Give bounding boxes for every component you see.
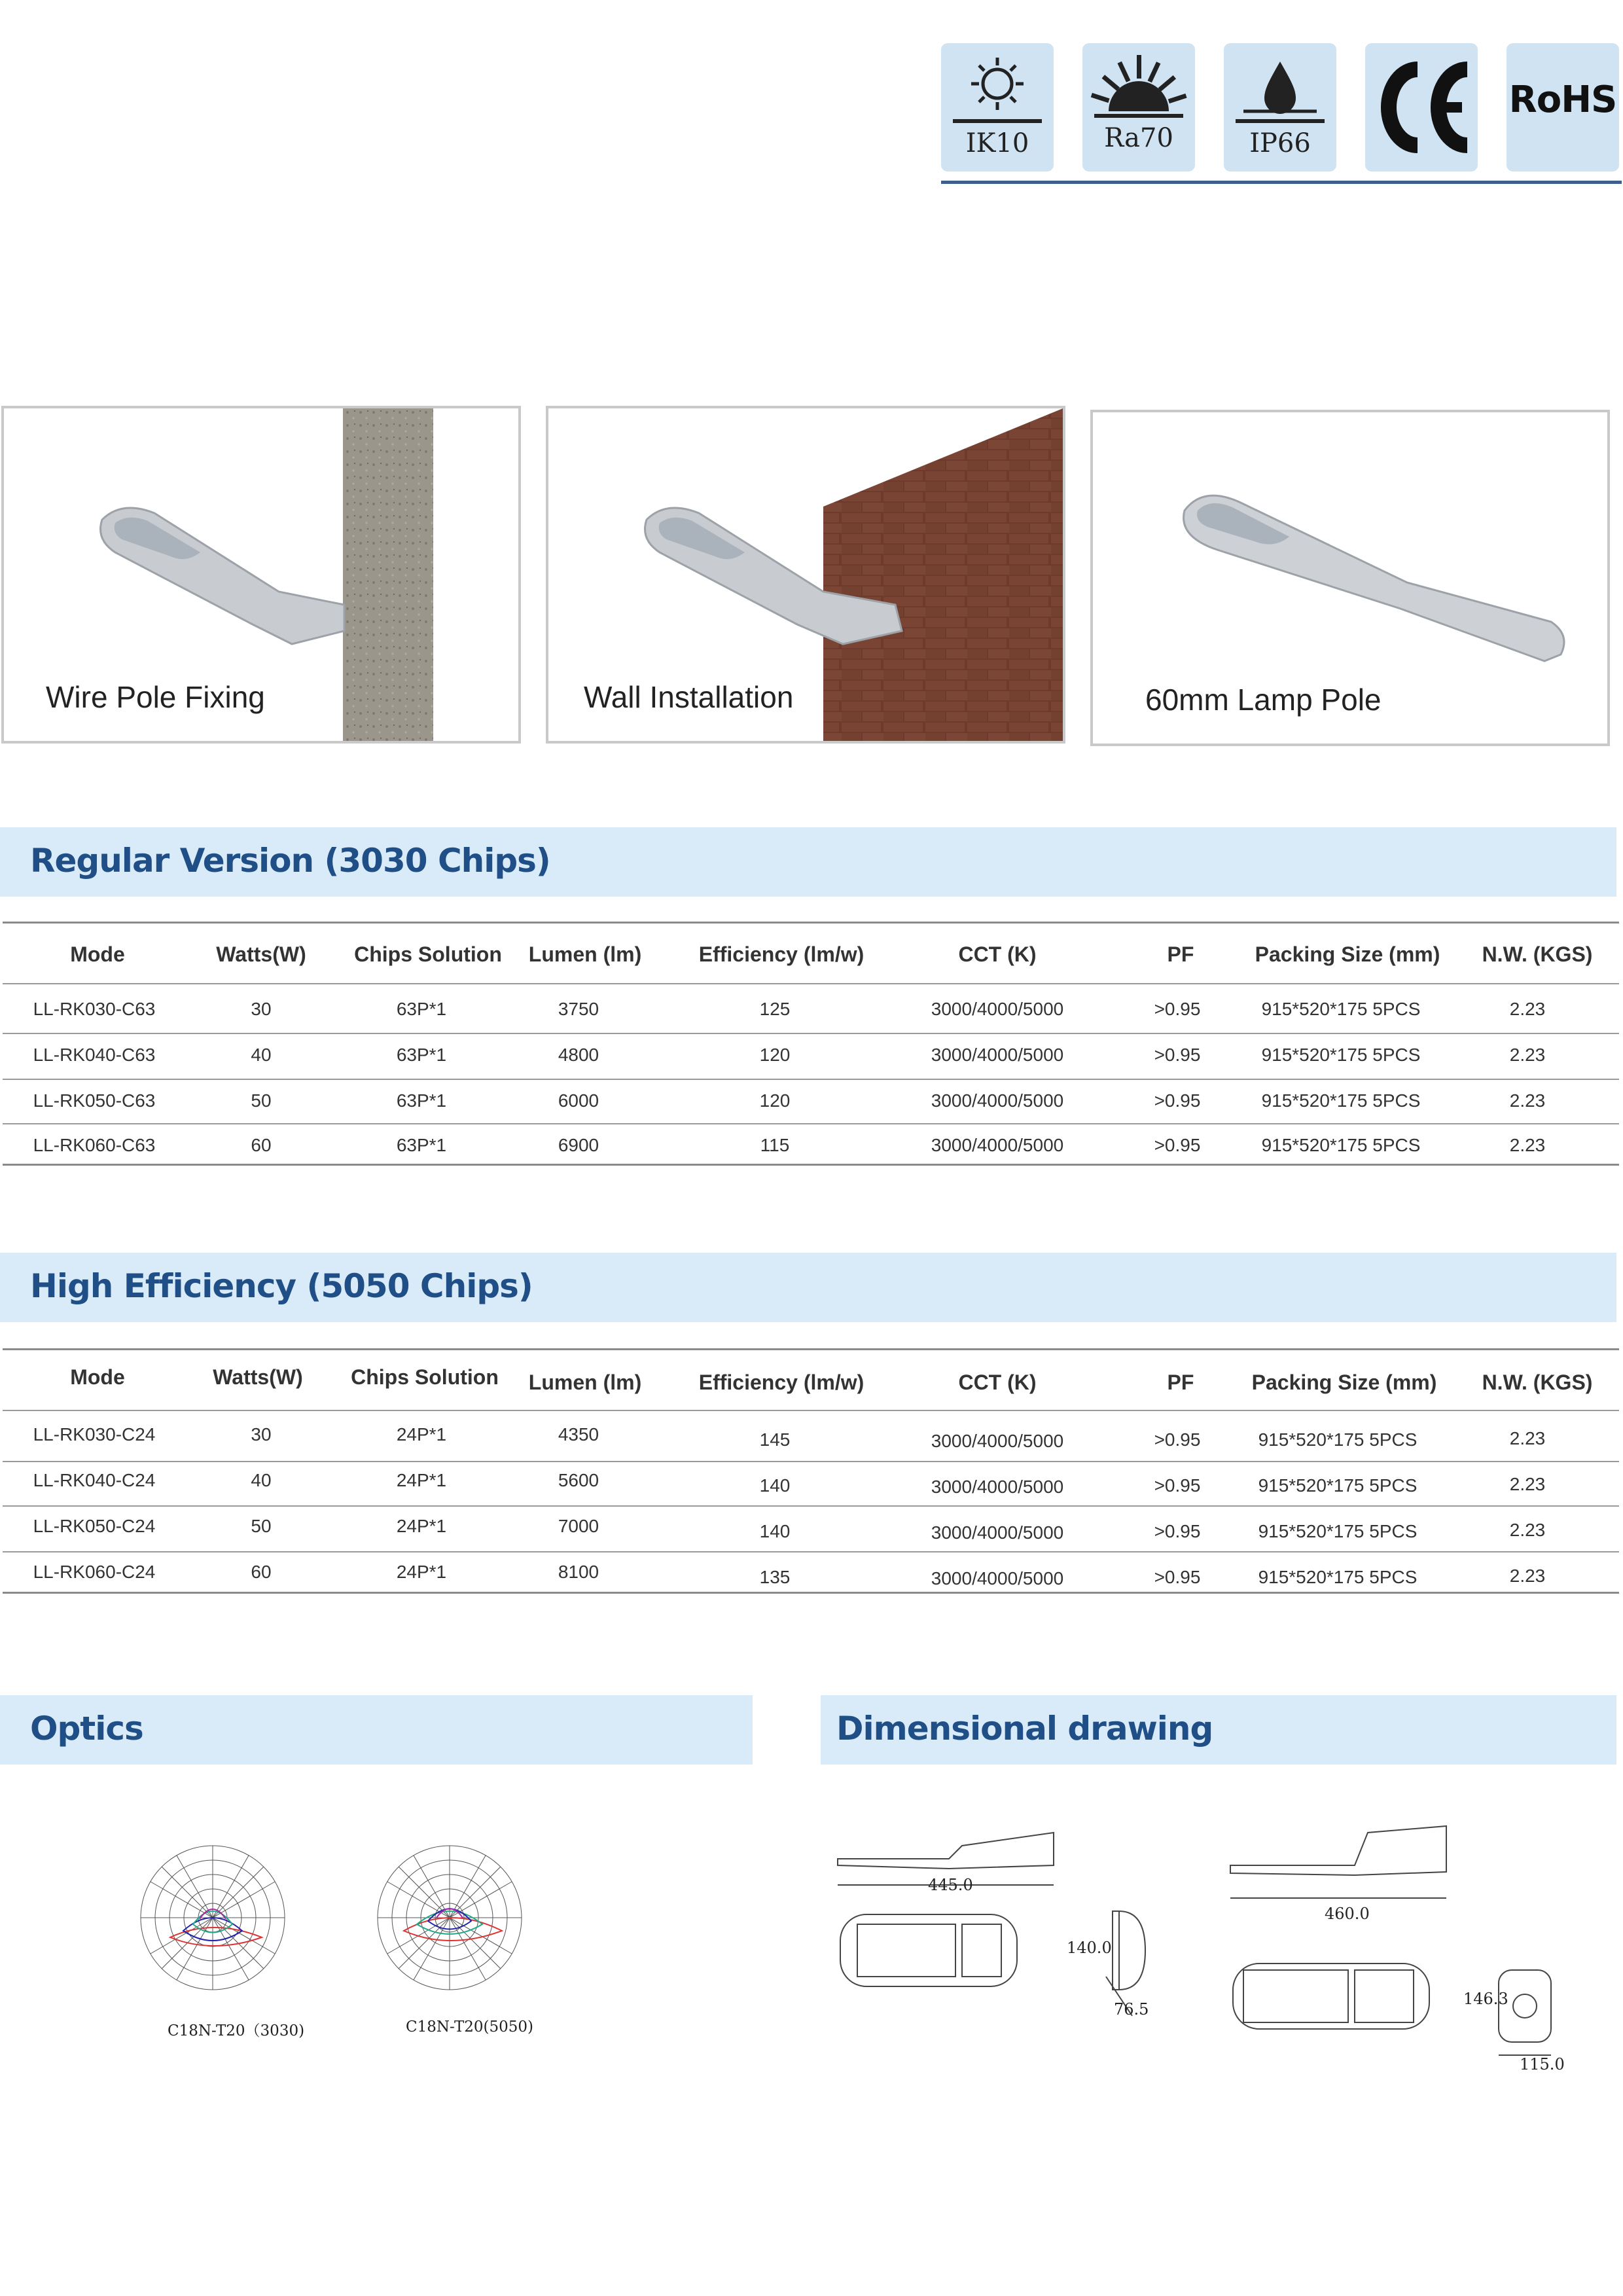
installation-label: Wire Pole Fixing (46, 680, 265, 714)
high-spec-table (3, 1348, 1619, 1597)
col-header: Lumen (lm) (528, 942, 642, 966)
col-header: N.W. (KGS) (1482, 1371, 1593, 1394)
rohs-badge (1507, 43, 1619, 171)
table-cell: 6900 (558, 1135, 599, 1155)
table-cell: 915*520*175 5PCS (1258, 1567, 1418, 1587)
table-cell: LL-RK030-C24 (33, 1424, 156, 1444)
dimension-drawing-b (1224, 1813, 1564, 2075)
col-header: Mode (70, 942, 125, 966)
table-cell: LL-RK060-C24 (33, 1562, 156, 1582)
table-rule (3, 1164, 1619, 1166)
table-cell: 40 (251, 1470, 272, 1490)
photo-wall (546, 406, 1065, 744)
table-cell: LL-RK060-C63 (33, 1135, 156, 1155)
table-cell: 915*520*175 5PCS (1261, 1045, 1421, 1065)
dimension-length: 445.0 (928, 1876, 973, 1894)
cert-label: Ra70 (1104, 123, 1173, 153)
table-cell: 2.23 (1509, 1090, 1546, 1111)
table-cell: >0.95 (1154, 1135, 1201, 1155)
table-cell: LL-RK050-C63 (33, 1090, 156, 1111)
divider (941, 181, 1622, 184)
table-cell: 2.23 (1509, 1520, 1546, 1540)
table-cell: 3000/4000/5000 (931, 1135, 1064, 1155)
table-cell: LL-RK040-C24 (33, 1470, 156, 1490)
table-cell: 5600 (558, 1470, 599, 1490)
table-cell: 63P*1 (396, 999, 447, 1019)
table-cell: 3000/4000/5000 (931, 999, 1064, 1019)
ra70-badge (1082, 43, 1195, 171)
table-cell: 3750 (558, 999, 599, 1019)
dimension-width: 146.3 (1463, 1990, 1508, 2008)
table-cell: 115 (760, 1135, 790, 1155)
table-cell: >0.95 (1154, 1090, 1201, 1111)
table-rule (3, 1505, 1619, 1507)
rohs-label: RoHS (1508, 79, 1617, 121)
table-cell: 63P*1 (396, 1135, 447, 1155)
drawing-section-header (821, 1695, 1616, 1765)
table-cell: 60 (251, 1562, 272, 1582)
col-header: PF (1167, 942, 1194, 966)
table-cell: 125 (759, 999, 791, 1019)
table-cell: 30 (251, 1424, 272, 1444)
table-cell: LL-RK050-C24 (33, 1516, 156, 1536)
table-cell: 915*520*175 5PCS (1258, 1475, 1418, 1496)
dimension-height: 115.0 (1520, 2055, 1565, 2073)
table-cell: 915*520*175 5PCS (1258, 1429, 1418, 1450)
photo-wire-pole (1, 406, 521, 744)
regular-section-header (0, 827, 1616, 897)
high-section-header (0, 1253, 1616, 1322)
col-header: PF (1167, 1371, 1194, 1394)
table-rule (3, 1461, 1619, 1462)
col-header: Chips Solution (354, 942, 502, 966)
col-header: Lumen (lm) (528, 1371, 642, 1394)
table-rule (3, 1551, 1619, 1552)
table-cell: 7000 (558, 1516, 599, 1536)
regular-section-title: Regular Version (3030 Chips) (30, 842, 550, 880)
table-cell: 140 (759, 1521, 791, 1541)
col-header: N.W. (KGS) (1482, 942, 1593, 966)
optics-caption: C18N-T20（3030) (168, 2022, 305, 2039)
regular-spec-table (3, 922, 1619, 1170)
table-cell: 24P*1 (396, 1424, 447, 1444)
dimension-width: 140.0 (1067, 1939, 1112, 1957)
table-rule (3, 983, 1619, 984)
ip66-badge (1224, 43, 1336, 171)
table-cell: >0.95 (1154, 1429, 1201, 1450)
table-rule (3, 1348, 1619, 1350)
table-cell: 2.23 (1509, 1428, 1546, 1448)
col-header: CCT (K) (958, 942, 1037, 966)
ce-mark-icon (1365, 43, 1478, 171)
table-cell: 915*520*175 5PCS (1261, 1135, 1421, 1155)
col-header: CCT (K) (958, 1371, 1037, 1394)
optics-section-title: Optics (30, 1710, 143, 1748)
table-rule (3, 922, 1619, 924)
optics-section-header (0, 1695, 753, 1765)
table-cell: 2.23 (1509, 999, 1546, 1019)
ik10-badge (941, 43, 1054, 171)
table-cell: 60 (251, 1135, 272, 1155)
high-section-title: High Efficiency (5050 Chips) (30, 1267, 533, 1305)
table-cell: 120 (759, 1090, 791, 1111)
certification-icons (941, 43, 1622, 187)
table-cell: 3000/4000/5000 (931, 1568, 1064, 1588)
table-cell: 24P*1 (396, 1470, 447, 1490)
optics-caption: C18N-T20(5050) (406, 2018, 534, 2036)
table-rule (3, 1079, 1619, 1080)
table-cell: 915*520*175 5PCS (1261, 999, 1421, 1019)
col-header: Watts(W) (213, 1365, 303, 1389)
dimension-height: 76.5 (1114, 2000, 1149, 2018)
table-cell: >0.95 (1154, 1045, 1201, 1065)
table-rule (3, 1592, 1619, 1594)
table-rule (3, 1410, 1619, 1411)
col-header: Chips Solution (351, 1365, 499, 1389)
table-cell: 3000/4000/5000 (931, 1045, 1064, 1065)
table-cell: 120 (759, 1045, 791, 1065)
installation-label: 60mm Lamp Pole (1145, 683, 1382, 717)
dimension-drawing-a (831, 1820, 1158, 2036)
cert-label: IP66 (1249, 128, 1311, 158)
table-cell: 3000/4000/5000 (931, 1477, 1064, 1497)
table-cell: LL-RK030-C63 (33, 999, 156, 1019)
table-cell: LL-RK040-C63 (33, 1045, 156, 1065)
table-cell: >0.95 (1154, 1521, 1201, 1541)
dimension-length: 460.0 (1325, 1905, 1370, 1923)
table-cell: 50 (251, 1516, 272, 1536)
table-cell: 3000/4000/5000 (931, 1431, 1064, 1451)
installation-label: Wall Installation (584, 680, 794, 714)
table-cell: 24P*1 (396, 1562, 447, 1582)
table-rule (3, 1123, 1619, 1124)
table-cell: 40 (251, 1045, 272, 1065)
table-cell: 3000/4000/5000 (931, 1522, 1064, 1543)
cert-label: IK10 (965, 128, 1029, 158)
table-cell: 2.23 (1509, 1135, 1546, 1155)
table-cell: 6000 (558, 1090, 599, 1111)
table-cell: 4350 (558, 1424, 599, 1444)
table-cell: >0.95 (1154, 1475, 1201, 1496)
table-cell: 145 (759, 1429, 791, 1450)
table-cell: 8100 (558, 1562, 599, 1582)
table-cell: 30 (251, 999, 272, 1019)
col-header: Packing Size (mm) (1255, 942, 1440, 966)
table-cell: >0.95 (1154, 999, 1201, 1019)
col-header: Watts(W) (216, 942, 306, 966)
table-cell: 2.23 (1509, 1566, 1546, 1586)
col-header: Efficiency (lm/w) (698, 942, 865, 966)
photo-lamp-pole (1090, 410, 1610, 746)
table-cell: 50 (251, 1090, 272, 1111)
polar-diagram-3030 (131, 1826, 308, 2016)
col-header: Packing Size (mm) (1251, 1371, 1437, 1394)
table-cell: 63P*1 (396, 1090, 447, 1111)
table-cell: 140 (759, 1475, 791, 1496)
table-cell: 63P*1 (396, 1045, 447, 1065)
polar-diagram-5050 (368, 1826, 544, 2016)
drawing-section-title: Dimensional drawing (836, 1710, 1213, 1748)
table-cell: 915*520*175 5PCS (1258, 1521, 1418, 1541)
table-cell: 24P*1 (396, 1516, 447, 1536)
table-cell: 2.23 (1509, 1045, 1546, 1065)
table-cell: 915*520*175 5PCS (1261, 1090, 1421, 1111)
table-cell: 135 (759, 1567, 791, 1587)
table-cell: 2.23 (1509, 1474, 1546, 1494)
ce-badge (1365, 43, 1478, 171)
col-header: Mode (70, 1365, 125, 1389)
col-header: Efficiency (lm/w) (698, 1371, 865, 1394)
table-cell: 4800 (558, 1045, 599, 1065)
table-cell: >0.95 (1154, 1567, 1201, 1587)
table-cell: 3000/4000/5000 (931, 1090, 1064, 1111)
table-rule (3, 1033, 1619, 1034)
